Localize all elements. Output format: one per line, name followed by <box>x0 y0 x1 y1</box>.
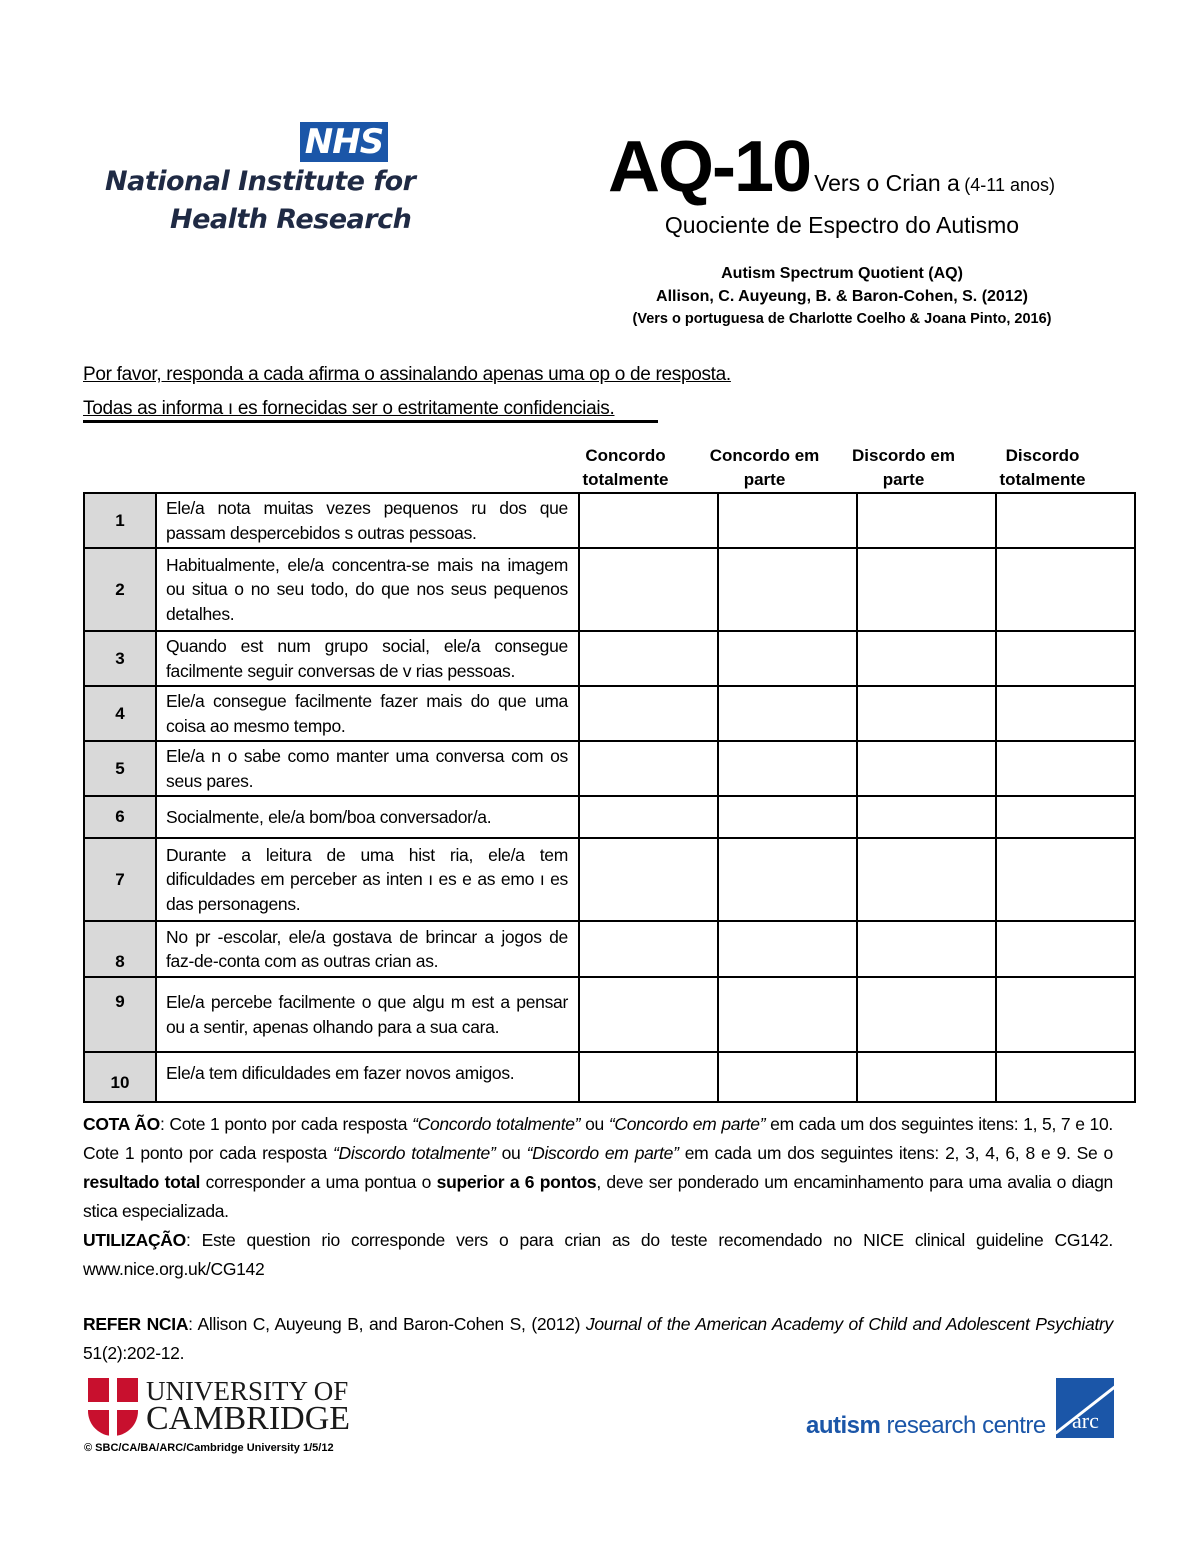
answer-cell-concordo-totalmente[interactable] <box>579 548 718 631</box>
item-number: 8 <box>84 921 156 977</box>
item-number: 10 <box>84 1052 156 1102</box>
usage-label: UTILIZAÇÃO <box>83 1230 186 1250</box>
item-text: Durante a leitura de uma hist ria, ele/a tem dificuldades em perceber as inten ı es e as emo ı es das personagens. <box>156 838 579 921</box>
answer-cell-concordo-em-parte[interactable] <box>718 741 857 796</box>
note-text: em cada um dos seguintes itens: 2, 3, 4, 6, 8 e 9. Se o <box>678 1143 1113 1163</box>
table-row <box>84 921 1135 977</box>
cambridge-shield-icon <box>88 1378 138 1436</box>
meta-line-1: Autism Spectrum Quotient (AQ) <box>721 265 963 282</box>
note-text: : Este question rio corresponde vers o para crian as do teste recomendado no NICE clinical guideline CG142. www.nice.org.uk/CG142 <box>83 1230 1113 1279</box>
table-row <box>84 548 1135 631</box>
answer-cell-concordo-em-parte[interactable] <box>718 1052 857 1102</box>
journal-title: Journal of the American Academy of Child and Adolescent Psychiatry <box>585 1314 1113 1334</box>
answer-cell-discordo-totalmente[interactable] <box>996 1052 1135 1102</box>
answer-cell-discordo-em-parte[interactable] <box>857 686 996 741</box>
item-text: Ele/a percebe facilmente o que algu m est a pensar ou a sentir, apenas olhando para a sua cara. <box>156 977 579 1052</box>
item-number: 1 <box>84 493 156 548</box>
item-number: 5 <box>84 741 156 796</box>
reference-paragraph <box>83 1310 1113 1368</box>
nihr-logo-line2: Health Research <box>170 204 412 235</box>
usage-paragraph <box>83 1226 1113 1284</box>
note-text: “Discordo totalmente” <box>332 1143 496 1163</box>
answer-cell-discordo-em-parte[interactable] <box>857 838 996 921</box>
instruction-divider <box>83 420 658 423</box>
item-number: 3 <box>84 631 156 686</box>
column-header-line: Concordo <box>585 446 666 465</box>
answer-cell-discordo-totalmente[interactable] <box>996 741 1135 796</box>
cambridge-logo-line2: CAMBRIDGE <box>146 1400 351 1437</box>
nhs-logo-badge: NHS <box>300 122 388 162</box>
note-text: “Concordo em parte” <box>608 1114 766 1134</box>
item-number: 4 <box>84 686 156 741</box>
item-number: 7 <box>84 838 156 921</box>
answer-cell-concordo-totalmente[interactable] <box>579 631 718 686</box>
note-text: “Discordo em parte” <box>526 1143 679 1163</box>
answer-cell-concordo-totalmente[interactable] <box>579 838 718 921</box>
table-row <box>84 631 1135 686</box>
copyright-text: © SBC/CA/BA/ARC/Cambridge University 1/5/12 <box>84 1442 334 1454</box>
answer-cell-discordo-totalmente[interactable] <box>996 686 1135 741</box>
answer-cell-discordo-em-parte[interactable] <box>857 741 996 796</box>
page-title <box>608 126 1055 208</box>
answer-cell-concordo-totalmente[interactable] <box>579 796 718 838</box>
answer-cell-discordo-em-parte[interactable] <box>857 493 996 548</box>
answer-cell-concordo-em-parte[interactable] <box>718 631 857 686</box>
scoring-label: COTA ÃO <box>83 1114 160 1134</box>
column-header-concordo-totalmente <box>556 444 695 492</box>
item-text: Socialmente, ele/a bom/boa conversador/a. <box>156 796 579 838</box>
item-number: 2 <box>84 548 156 631</box>
table-row <box>84 838 1135 921</box>
note-text: corresponder a uma pontua o <box>200 1172 437 1192</box>
item-text: Ele/a consegue facilmente fazer mais do que uma coisa ao mesmo tempo. <box>156 686 579 741</box>
table-row <box>84 686 1135 741</box>
answer-cell-discordo-em-parte[interactable] <box>857 921 996 977</box>
column-header-line: totalmente <box>582 470 669 489</box>
arc-logo-bold: autism <box>806 1412 881 1439</box>
instruction-line-1: Por favor, responda a cada afirma o assinalando apenas uma op o de resposta. <box>83 364 731 385</box>
column-header-line: Discordo em <box>852 446 955 465</box>
note-text: ou <box>580 1114 609 1134</box>
page-subtitle: Quociente de Espectro do Autismo <box>664 212 1020 238</box>
answer-cell-concordo-totalmente[interactable] <box>579 1052 718 1102</box>
answer-cell-discordo-em-parte[interactable] <box>857 631 996 686</box>
table-row <box>84 741 1135 796</box>
item-number: 6 <box>84 796 156 838</box>
column-header-line: parte <box>882 470 925 489</box>
note-text: : Allison C, Auyeung B, and Baron-Cohen S, (2012) <box>188 1314 586 1334</box>
answer-cell-discordo-totalmente[interactable] <box>996 548 1135 631</box>
answer-cell-concordo-em-parte[interactable] <box>718 493 857 548</box>
answer-cell-concordo-totalmente[interactable] <box>579 977 718 1052</box>
answer-cell-concordo-em-parte[interactable] <box>718 796 857 838</box>
column-header-line: Concordo em <box>709 446 820 465</box>
meta-line-2: Allison, C. Auyeung, B. & Baron-Cohen, S. (2012) <box>656 288 1028 305</box>
nihr-logo-line1: National Institute for <box>105 166 416 197</box>
instruction-line-2: Todas as informa ı es fornecidas ser o estritamente confidenciais. <box>83 398 615 419</box>
answer-cell-discordo-totalmente[interactable] <box>996 977 1135 1052</box>
column-header-line: Discordo <box>1005 446 1080 465</box>
column-header-line: totalmente <box>999 470 1086 489</box>
answer-cell-discordo-em-parte[interactable] <box>857 796 996 838</box>
table-row <box>84 977 1135 1052</box>
answer-cell-discordo-totalmente[interactable] <box>996 838 1135 921</box>
answer-cell-concordo-em-parte[interactable] <box>718 921 857 977</box>
answer-cell-concordo-totalmente[interactable] <box>579 741 718 796</box>
note-text: em cada um dos seguintes itens: 1, 5, 7 e 10. Cote 1 ponto por cada resposta <box>83 1114 1113 1163</box>
item-text: Habitualmente, ele/a concentra-se mais na imagem ou situa o no seu todo, do que nos seus pequenos detalhes. <box>156 548 579 631</box>
table-row <box>84 796 1135 838</box>
arc-logo-badge: arc <box>1072 1408 1099 1433</box>
title-age: (4-11 anos) <box>964 175 1055 195</box>
column-header-discordo-em-parte <box>834 444 973 492</box>
cambridge-logo-line1: UNIVERSITY OF <box>146 1376 349 1406</box>
answer-cell-concordo-em-parte[interactable] <box>718 548 857 631</box>
answer-cell-concordo-totalmente[interactable] <box>579 493 718 548</box>
answer-cell-concordo-em-parte[interactable] <box>718 686 857 741</box>
answer-cell-discordo-totalmente[interactable] <box>996 631 1135 686</box>
item-text: No pr -escolar, ele/a gostava de brincar a jogos de faz-de-conta com as outras crian as. <box>156 921 579 977</box>
column-header-discordo-totalmente <box>973 444 1112 492</box>
note-text: 51(2):202-12. <box>83 1343 185 1363</box>
arc-logo-text <box>806 1412 1046 1440</box>
scoring-notes <box>83 1110 1113 1368</box>
answer-cell-discordo-totalmente[interactable] <box>996 493 1135 548</box>
item-text: Ele/a n o sabe como manter uma conversa com os seus pares. <box>156 741 579 796</box>
reference-label: REFER NCIA <box>83 1314 189 1334</box>
note-text: “Concordo totalmente” <box>412 1114 581 1134</box>
table-row <box>84 493 1135 548</box>
column-header-line: parte <box>743 470 786 489</box>
arc-logo-icon <box>1056 1378 1114 1438</box>
answer-cell-discordo-totalmente[interactable] <box>996 796 1135 838</box>
answer-cell-concordo-em-parte[interactable] <box>718 977 857 1052</box>
item-text: Quando est num grupo social, ele/a consegue facilmente seguir conversas de v rias pessoas. <box>156 631 579 686</box>
answer-cell-discordo-em-parte[interactable] <box>857 1052 996 1102</box>
note-text: , deve ser ponderado um encaminhamento para uma avalia o diagn stica especializada. <box>83 1172 1113 1221</box>
item-text: Ele/a nota muitas vezes pequenos ru dos que passam despercebidos s outras pessoas. <box>156 493 579 548</box>
note-text: ou <box>495 1143 527 1163</box>
note-text: superior a 6 pontos <box>436 1172 597 1192</box>
answer-cell-concordo-totalmente[interactable] <box>579 921 718 977</box>
title-main: AQ-10 <box>608 127 811 207</box>
title-version: Vers o Crian a <box>814 170 960 196</box>
column-header-concordo-em-parte <box>695 444 834 492</box>
questionnaire-table <box>83 492 1136 1103</box>
meta-line-3: (Vers o portuguesa de Charlotte Coelho & Joana Pinto, 2016) <box>632 311 1052 327</box>
answer-cell-concordo-totalmente[interactable] <box>579 686 718 741</box>
answer-cell-discordo-totalmente[interactable] <box>996 921 1135 977</box>
scoring-paragraph <box>83 1110 1113 1226</box>
table-row <box>84 1052 1135 1102</box>
answer-cell-discordo-em-parte[interactable] <box>857 548 996 631</box>
item-number: 9 <box>84 977 156 1052</box>
item-text: Ele/a tem dificuldades em fazer novos amigos. <box>156 1052 579 1102</box>
note-text: resultado total <box>83 1172 201 1192</box>
answer-cell-discordo-em-parte[interactable] <box>857 977 996 1052</box>
arc-logo-rest: research centre <box>880 1412 1046 1439</box>
note-text: : Cote 1 ponto por cada resposta <box>159 1114 413 1134</box>
answer-cell-concordo-em-parte[interactable] <box>718 838 857 921</box>
